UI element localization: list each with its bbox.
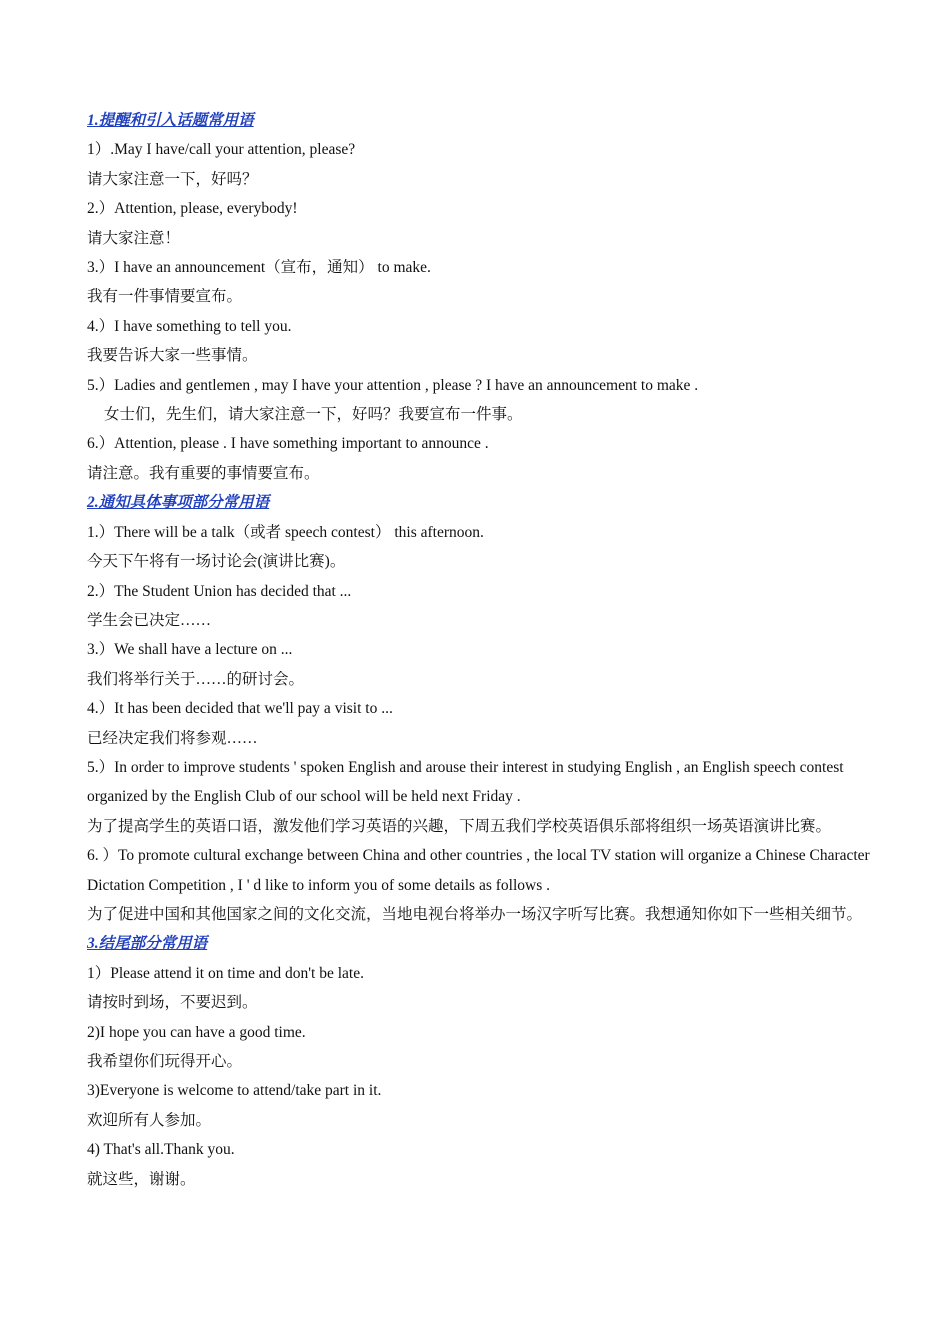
section1-line: 5.）Ladies and gentlemen , may I have your attention , please ? I have an announcement to make . (87, 376, 699, 394)
section1-line: 女士们，先生们，请大家注意一下，好吗？我要宣布一件事。 (104, 406, 523, 424)
section3-heading: 3.结尾部分常用语 (87, 935, 208, 953)
section2-line: 6. ）To promote cultural exchange between China and other countries , the local TV station will organize a Chinese Character Dictation Competition , I ' d like to inform you of some details as follows . (87, 847, 870, 894)
section3-line: 3)Everyone is welcome to attend/take part in it. (87, 1082, 382, 1100)
section3-line: 1）Please attend it on time and don't be late. (87, 964, 364, 982)
section3-line: 欢迎所有人参加。 (87, 1111, 212, 1129)
section2-line: 今天下午将有一场讨论会(演讲比赛)。 (87, 553, 346, 571)
section3-line: 就这些，谢谢。 (87, 1170, 196, 1188)
section2-line: 5.）In order to improve students ' spoken English and arouse their interest in studying English , an English speech contest organized by the English Club of our school will be held next Friday . (87, 758, 844, 806)
section2-line: 我们将举行关于……的研讨会。 (87, 670, 305, 688)
section1-heading: 1.提醒和引入话题常用语 (87, 112, 254, 129)
section1-line: 我要告诉大家一些事情。 (87, 347, 258, 365)
section1-line: 请注意。我有重要的事情要宣布。 (87, 464, 320, 482)
section1-line: 4.）I have something to tell you. (87, 317, 292, 335)
section1-line: 请大家注意一下，好吗？ (87, 170, 258, 188)
section1-line: 请大家注意！ (87, 229, 181, 247)
section1-line: 我有一件事情要宣布。 (87, 288, 243, 306)
section3-line: 2)I hope you can have a good time. (87, 1023, 306, 1041)
section1-line: 2.）Attention, please, everybody! (87, 200, 298, 218)
section2-line: 4.）It has been decided that we'll pay a visit to ... (87, 700, 393, 718)
section2-line: 为了提高学生的英语口语，激发他们学习英语的兴趣，下周五我们学校英语俱乐部将组织一场英语演讲比赛。 (87, 817, 832, 835)
section2-line: 为了促进中国和其他国家之间的文化交流，当地电视台将举办一场汉字听写比赛。我想通知你如下一些相关细节。 (87, 905, 863, 923)
section2-line: 1.）There will be a talk（或者 speech contest） this afternoon. (87, 523, 484, 541)
section3-line: 4) That's all.Thank you. (87, 1141, 235, 1159)
section1-line: 1）.May I have/call your attention, please? (87, 141, 356, 159)
section2-line: 3.）We shall have a lecture on ... (87, 641, 293, 659)
section2-line: 已经决定我们将参观…… (87, 729, 258, 747)
section3-line: 请按时到场，不要迟到。 (87, 994, 258, 1012)
section1-line: 3.）I have an announcement（宣布，通知） to make. (87, 259, 431, 277)
section2-heading: 2.通知具体事项部分常用语 (87, 494, 270, 512)
section3-line: 我希望你们玩得开心。 (87, 1053, 243, 1070)
document-page (87, 106, 877, 1194)
section2-line: 2.）The Student Union has decided that ... (87, 582, 352, 600)
section1-line: 6.）Attention, please . I have something important to announce . (87, 435, 489, 453)
section2-line: 学生会已决定…… (87, 611, 212, 629)
